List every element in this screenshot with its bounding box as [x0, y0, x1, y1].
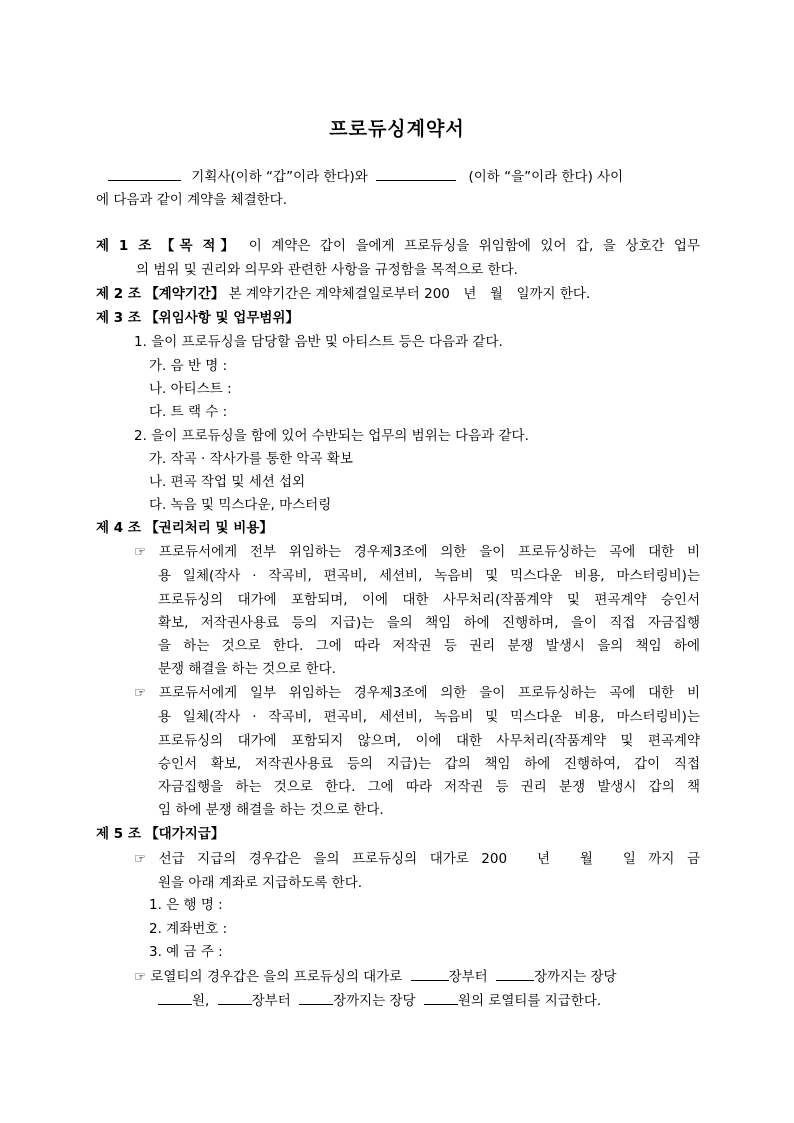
article-4-bullet-2-line-4: 승인서 확보, 저작권사용료 등의 지급)는 갑의 책임 하에 진행하여, 갑이 직접	[158, 756, 700, 772]
article-3-heading: 【위임사항 및 업무범위】	[145, 310, 299, 326]
blank-end-count-2	[299, 991, 333, 1005]
intro-line-2: 에 다음과 같이 계약을 체결한다.	[96, 192, 287, 208]
document-title: 프로듀싱계약서	[329, 118, 465, 140]
article-3-item-1a: 가. 음 반 명 :	[149, 358, 228, 374]
article-4-heading: 【권리처리 및 비용】	[145, 520, 273, 536]
article-5-label: 제 5 조	[96, 826, 141, 842]
blank-start-count-2	[218, 991, 252, 1005]
article-4-bullet-1-line-1: ☞ 프로듀서에게 전부 위임하는 경우제3조에 의한 을이 프로듀싱하는 곡에 대한 비	[134, 544, 700, 560]
article-4-bullet-2-line-1: ☞ 프로듀서에게 일부 위임하는 경우제3조에 의한 을이 프로듀싱하는 곡에 대한 비	[134, 685, 700, 701]
article-4-bullet-2-line-6: 임 하에 분쟁 해결을 하는 것으로 한다.	[158, 802, 384, 818]
article-4-bullet-2-line-5: 자금집행을 하는 것으로 한다. 그에 따라 저작권 등 권리 분쟁 발생시 갑의 책	[158, 779, 700, 795]
article-3-heading-line	[96, 309, 700, 327]
article-3-item-2a: 가. 작곡 · 작사가를 통한 악곡 확보	[149, 451, 353, 467]
article-4-heading-line	[96, 519, 700, 537]
blank-start-count	[411, 967, 449, 981]
article-3-item-2b: 나. 편곡 작업 및 세션 섭외	[149, 474, 306, 490]
article-3-item-2: 2. 을이 프로듀싱을 함에 있어 수반되는 업무의 범위는 다음과 같다.	[134, 428, 529, 444]
article-5-heading-line	[96, 825, 700, 843]
article-3-item-1b: 나. 아티스트 :	[149, 381, 232, 397]
royalty-text-3: 장까지는 장당	[534, 969, 617, 985]
article-5-bullet-2-line-2	[158, 991, 700, 1010]
article-2-line	[96, 285, 700, 303]
article-2-text: 본 계약기간은 계약체결일로부터 200 년 월 일까지 한다.	[228, 286, 591, 302]
article-1-line-1	[96, 237, 700, 255]
blank-planner-name	[108, 167, 181, 181]
intro-line-1	[108, 167, 700, 186]
article-5-bullet-2-line-1	[134, 967, 700, 986]
article-3-item-1c: 다. 트 랙 수 :	[149, 404, 228, 420]
article-4-bullet-1-line-3: 프로듀싱의 대가에 포함되며, 이에 대한 사무처리(작품계약 및 편곡계약 승인서	[158, 592, 700, 608]
intro-text-1: 기획사(이하 “갑”이라 한다)와	[191, 169, 368, 185]
royalty-text-2: 장부터	[448, 969, 488, 985]
article-5-bullet-1-line-2: 원을 아래 계좌로 지급하도록 한다.	[158, 875, 363, 891]
article-1-heading: 【목 적】	[160, 238, 240, 254]
article-4-bullet-2-line-2: 용 일체(작사 · 작곡비, 편곡비, 세션비, 녹음비 및 믹스다운 비용, 마스터링비)는	[158, 709, 700, 725]
royalty-text-7: 원의 로열티를 지급한다.	[457, 993, 602, 1009]
blank-rate-2	[424, 991, 458, 1005]
article-4-bullet-1-line-2: 용 일체(작사 · 작곡비, 편곡비, 세션비, 녹음비 및 믹스다운 비용, 마스터링비)는	[158, 568, 700, 584]
royalty-text-4: 원,	[192, 993, 210, 1009]
article-4-label: 제 4 조	[96, 520, 141, 536]
article-3-item-2c: 다. 녹음 및 믹스다운, 마스터링	[149, 497, 332, 513]
article-5-bullet-1-line-1: ☞ 선급 지급의 경우갑은 을의 프로듀싱의 대가로 200 년 월 일 까지 금	[134, 851, 700, 867]
article-1-line-2: 의 범위 및 권리와 의무와 관련한 사항을 규정함을 목적으로 한다.	[136, 262, 518, 278]
royalty-text-1: ☞ 로열티의 경우갑은 을의 프로듀싱의 대가로	[134, 969, 403, 985]
blank-rate-1	[158, 991, 192, 1005]
intro-text-2: (이하 “을”이라 한다) 사이	[468, 169, 624, 185]
article-1-label: 제 1 조	[96, 238, 152, 254]
article-5-heading: 【대가지급】	[145, 826, 225, 842]
royalty-text-6: 장까지는 장당	[333, 993, 416, 1009]
article-5-item-3: 3. 예 금 주 :	[149, 944, 223, 960]
article-2-heading: 【계약기간】	[145, 286, 225, 302]
article-2-label: 제 2 조	[96, 286, 141, 302]
article-5-item-1: 1. 은 행 명 :	[149, 897, 223, 913]
article-4-bullet-1-line-4: 확보, 저작권사용료 등의 지급)는 을의 책임 하에 진행하며, 을이 직접 자금집행	[158, 615, 700, 631]
article-4-bullet-2-line-3: 프로듀싱의 대가에 포함되지 않으며, 이에 대한 사무처리(작품계약 및 편곡계약	[158, 733, 700, 749]
blank-producer-name	[376, 167, 456, 181]
royalty-text-5: 장부터	[251, 993, 291, 1009]
article-1-text: 이 계약은 갑이 을에게 프로듀싱을 위임함에 있어 갑, 을 상호간 업무	[248, 238, 700, 254]
article-3-item-1: 1. 을이 프로듀싱을 담당할 음반 및 아티스트 등은 다음과 같다.	[134, 334, 503, 350]
article-5-item-2: 2. 계좌번호 :	[149, 921, 228, 937]
blank-end-count	[496, 967, 534, 981]
article-4-bullet-1-line-6: 분쟁 해결을 하는 것으로 한다.	[158, 661, 336, 677]
article-3-label: 제 3 조	[96, 310, 141, 326]
article-4-bullet-1-line-5: 을 하는 것으로 한다. 그에 따라 저작권 등 권리 분쟁 발생시 을의 책임 하에	[158, 638, 700, 654]
